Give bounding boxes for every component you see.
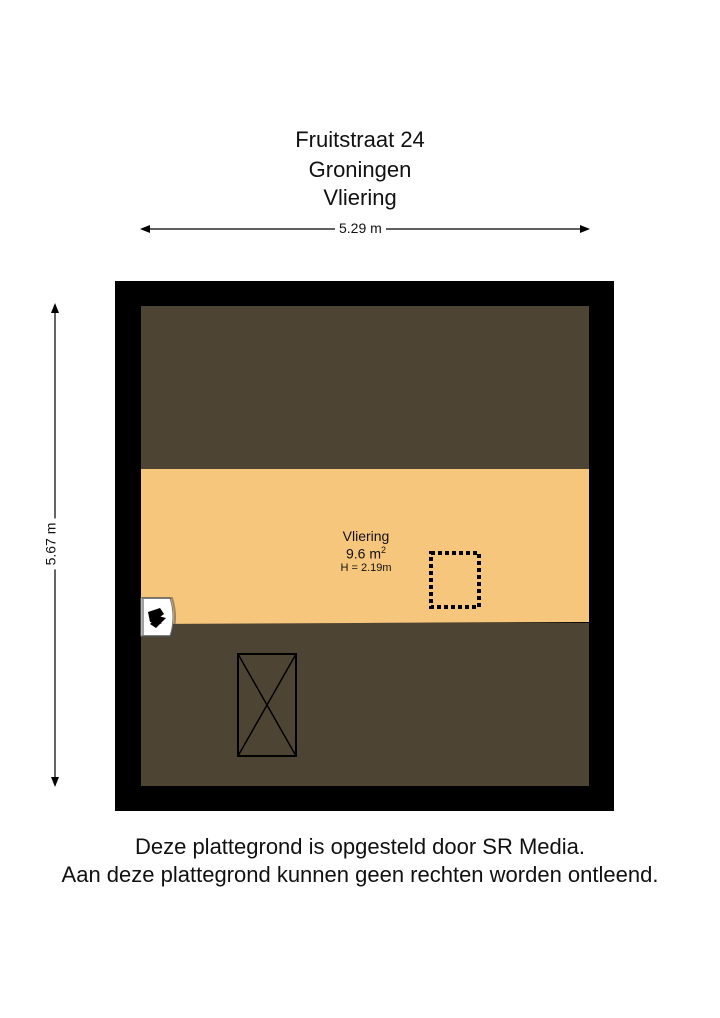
compass-icon (141, 598, 175, 636)
room-area-value: 9.6 m (345, 545, 381, 562)
width-dimension-label: 5.29 m (335, 220, 386, 236)
floor-title: Vliering (323, 185, 397, 210)
disclaimer-line-2: Aan deze plattegrond kunnen geen rechten worden ontleend. (61, 862, 659, 887)
low-ceiling-area-bottom (141, 623, 589, 786)
height-dimension-label: 5.67 m (42, 519, 58, 570)
room-label (326, 529, 406, 575)
low-ceiling-area-top (141, 306, 589, 469)
room-name: Vliering (342, 528, 390, 544)
city-title: Groningen (308, 157, 412, 182)
room-area (326, 543, 406, 561)
address-title: Fruitstraat 24 (295, 127, 425, 152)
disclaimer-line-1: Deze plattegrond is opgesteld door SR Media. (134, 834, 586, 859)
room-ceiling-height: H = 2.19m (340, 561, 392, 574)
room-area-unit-sup: 2 (381, 545, 387, 555)
